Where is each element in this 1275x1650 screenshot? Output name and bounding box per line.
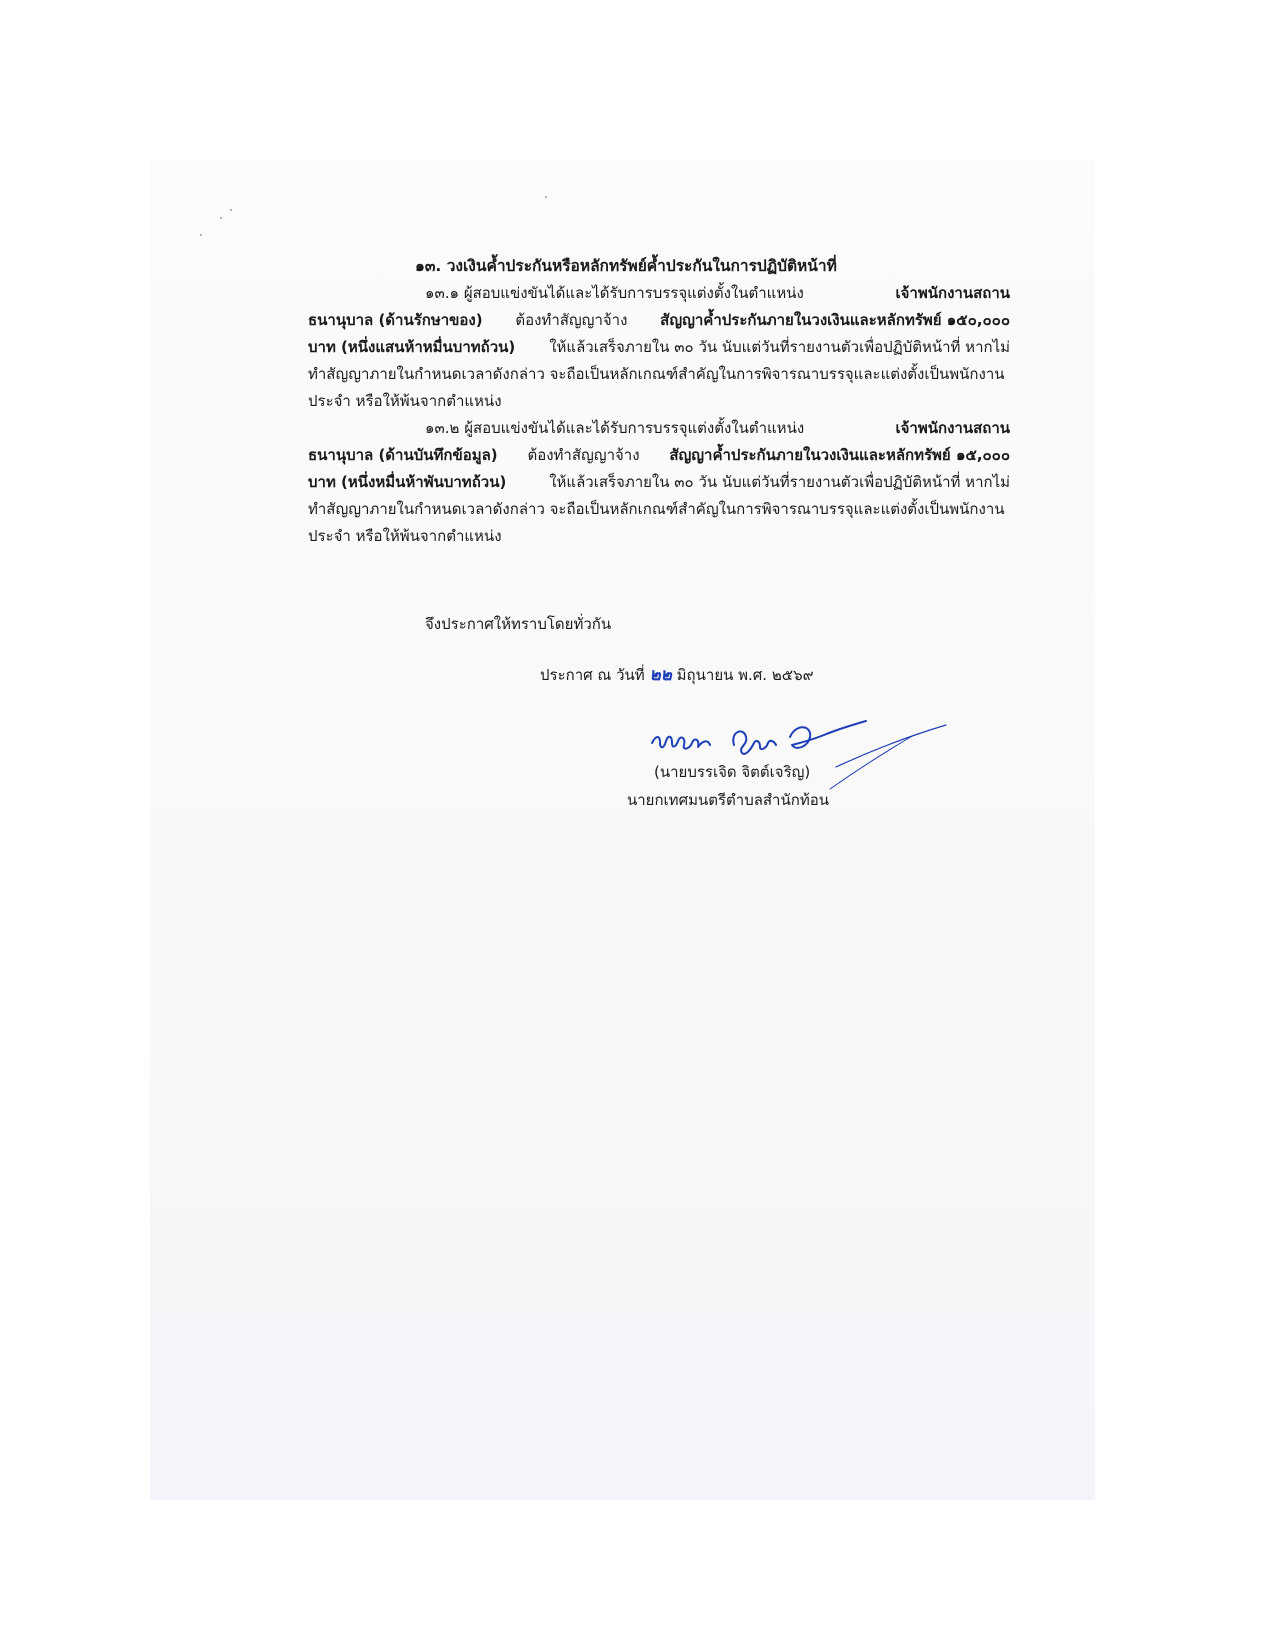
paragraph-line: [308, 280, 1010, 307]
scan-speck: [200, 234, 202, 236]
paragraph-line: [308, 442, 1010, 469]
position-title-bold: เจ้าพนักงานสถาน: [895, 284, 1010, 302]
position-title-bold: เจ้าพนักงานสถาน: [895, 419, 1010, 437]
scan-speck: [220, 217, 222, 219]
date-suffix: มิถุนายน พ.ศ. ๒๕๖๙: [676, 666, 814, 684]
amount-words-bold: บาท (หนึ่งหมื่นห้าพันบาทถ้วน): [308, 473, 507, 491]
handwritten-day: ๒๒: [649, 665, 672, 685]
paragraph-line: [308, 415, 1010, 442]
guarantee-amount-bold: สัญญาค้ำประกันภายในวงเงินและหลักทรัพย์ ๑๕,๐๐๐: [669, 446, 1010, 464]
position-title-bold: ธนานุบาล (ด้านรักษาของ): [308, 311, 483, 329]
paragraph-line: ทำสัญญาภายในกำหนดเวลาดังกล่าว จะถือเป็นหลักเกณฑ์สำคัญในการพิจารณาบรรจุและแต่งตั้งเป็นพนักงาน: [308, 500, 1005, 518]
date-prefix: ประกาศ ณ วันที่: [540, 666, 645, 684]
paragraph-line: [308, 469, 1010, 496]
paragraph-13-1: [308, 280, 1010, 415]
paragraph-line: ทำสัญญาภายในกำหนดเวลาดังกล่าว จะถือเป็นหลักเกณฑ์สำคัญในการพิจารณาบรรจุและแต่งตั้งเป็นพนักงาน: [308, 365, 1005, 383]
closing-statement: จึงประกาศให้ทราบโดยทั่วกัน: [425, 615, 612, 633]
text-run: ๑๓.๑ ผู้สอบแข่งขันได้และได้รับการบรรจุแต่งตั้งในตำแหน่ง: [425, 284, 804, 302]
paragraph-13-2: [308, 415, 1010, 550]
text-run: ต้องทำสัญญาจ้าง: [515, 311, 628, 329]
text-run: ให้แล้วเสร็จภายใน ๓๐ วัน นับแต่วันที่รายงานตัวเพื่อปฏิบัติหน้าที่ หากไม่: [549, 338, 1010, 356]
announcement-date: [540, 661, 814, 688]
paragraph-line: ประจำ หรือให้พ้นจากตำแหน่ง: [308, 392, 502, 410]
signer-title: นายกเทศมนตรีตำบลสำนักท้อน: [627, 791, 829, 809]
scan-speck: [545, 196, 547, 198]
text-run: ให้แล้วเสร็จภายใน ๓๐ วัน นับแต่วันที่รายงานตัวเพื่อปฏิบัติหน้าที่ หากไม่: [549, 473, 1010, 491]
signer-name: (นายบรรเจิด จิตต์เจริญ): [654, 763, 811, 781]
paragraph-line: [308, 307, 1010, 334]
paragraph-line: ประจำ หรือให้พ้นจากตำแหน่ง: [308, 527, 502, 545]
text-run: ต้องทำสัญญาจ้าง: [527, 446, 640, 464]
text-run: ๑๓.๒ ผู้สอบแข่งขันได้และได้รับการบรรจุแต่งตั้งในตำแหน่ง: [425, 419, 805, 437]
amount-words-bold: บาท (หนึ่งแสนห้าหมื่นบาทถ้วน): [308, 338, 516, 356]
guarantee-amount-bold: สัญญาค้ำประกันภายในวงเงินและหลักทรัพย์ ๑๕๐,๐๐๐: [660, 311, 1010, 329]
section-heading: ๑๓. วงเงินค้ำประกันหรือหลักทรัพย์ค้ำประกันในการปฏิบัติหน้าที่: [415, 257, 837, 275]
position-title-bold: ธนานุบาล (ด้านบันทึกข้อมูล): [308, 446, 498, 464]
scan-speck: [230, 209, 232, 211]
paragraph-line: [308, 334, 1010, 361]
